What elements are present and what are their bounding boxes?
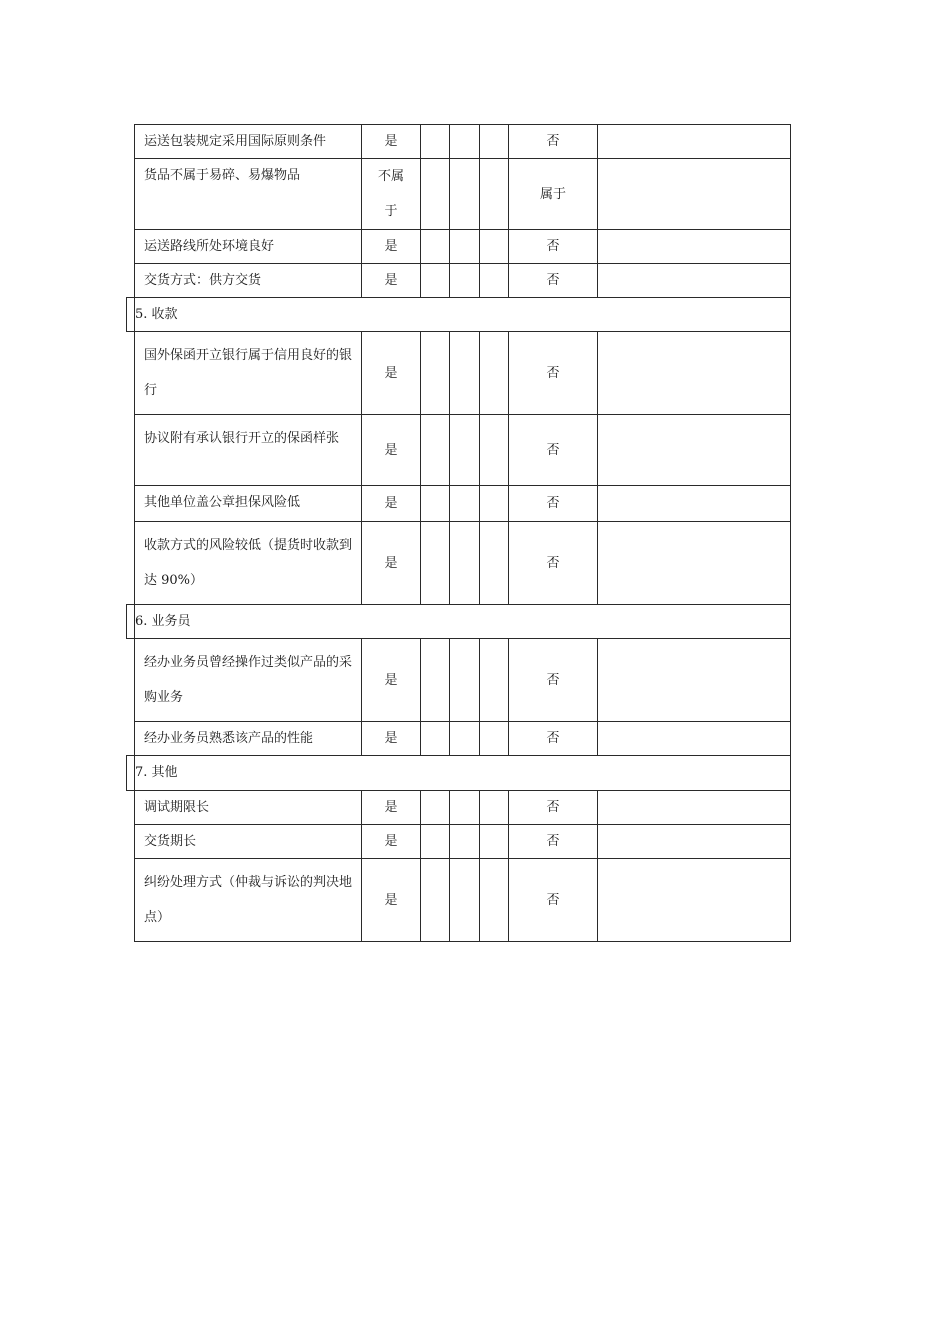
yes-cell: 是: [362, 125, 421, 159]
criterion-cell: 经办业务员熟悉该产品的性能: [135, 722, 362, 756]
score-cell: [421, 264, 450, 298]
score-cell: [421, 722, 450, 756]
score-cell: [450, 159, 480, 230]
score-cell: [480, 230, 509, 264]
score-cell: [450, 332, 480, 415]
score-cell: [480, 522, 509, 605]
score-cell: [480, 332, 509, 415]
remark-cell: [598, 415, 791, 486]
remark-cell: [598, 859, 791, 942]
yes-cell: 是: [362, 639, 421, 722]
remark-cell: [598, 486, 791, 522]
remark-cell: [598, 791, 791, 825]
yes-cell: 不属于: [362, 159, 421, 230]
score-cell: [450, 415, 480, 486]
yes-cell: 是: [362, 332, 421, 415]
section-row: [135, 756, 791, 791]
no-cell: 否: [509, 486, 598, 522]
criterion-cell: 经办业务员曾经操作过类似产品的采购业务: [135, 639, 362, 722]
risk-checklist-table: [134, 124, 791, 942]
score-cell: [480, 486, 509, 522]
score-cell: [421, 791, 450, 825]
section-row: [135, 298, 791, 332]
no-cell: 否: [509, 639, 598, 722]
remark-cell: [598, 639, 791, 722]
score-cell: [480, 825, 509, 859]
score-cell: [421, 415, 450, 486]
yes-cell: 是: [362, 522, 421, 605]
remark-cell: [598, 722, 791, 756]
remark-cell: [598, 332, 791, 415]
no-cell: 否: [509, 522, 598, 605]
criterion-cell: 协议附有承认银行开立的保函样张: [135, 415, 362, 486]
score-cell: [421, 159, 450, 230]
score-cell: [421, 859, 450, 942]
criterion-cell: 运送路线所处环境良好: [135, 230, 362, 264]
no-cell: 否: [509, 230, 598, 264]
no-cell: 否: [509, 722, 598, 756]
yes-cell: 是: [362, 230, 421, 264]
score-cell: [480, 264, 509, 298]
section-header: [135, 756, 791, 791]
remark-cell: [598, 264, 791, 298]
score-cell: [450, 486, 480, 522]
criterion-cell: 调试期限长: [135, 791, 362, 825]
criterion-cell: 收款方式的风险较低（提货时收款到达 90%）: [135, 522, 362, 605]
table-row: [135, 415, 791, 486]
no-cell: 否: [509, 791, 598, 825]
table-row: [135, 125, 791, 159]
remark-cell: [598, 159, 791, 230]
score-cell: [450, 722, 480, 756]
risk-checklist-sheet: [134, 124, 790, 942]
section-header: [135, 298, 791, 332]
score-cell: [450, 230, 480, 264]
yes-cell: 是: [362, 859, 421, 942]
table-row: [135, 230, 791, 264]
yes-cell: 是: [362, 415, 421, 486]
no-cell: 属于: [509, 159, 598, 230]
yes-cell: 是: [362, 825, 421, 859]
criterion-cell: 交货方式：供方交货: [135, 264, 362, 298]
yes-cell: 是: [362, 486, 421, 522]
score-cell: [480, 859, 509, 942]
score-cell: [480, 722, 509, 756]
score-cell: [480, 791, 509, 825]
criterion-cell: 纠纷处理方式（仲裁与诉讼的判决地点）: [135, 859, 362, 942]
no-cell: 否: [509, 825, 598, 859]
score-cell: [450, 791, 480, 825]
table-row: [135, 264, 791, 298]
score-cell: [450, 264, 480, 298]
score-cell: [421, 332, 450, 415]
yes-cell: 是: [362, 791, 421, 825]
section-title: 7. 其他: [135, 765, 178, 780]
no-cell: 否: [509, 415, 598, 486]
no-cell: 否: [509, 332, 598, 415]
table-row: [135, 639, 791, 722]
score-cell: [480, 159, 509, 230]
table-row: [135, 332, 791, 415]
score-cell: [421, 522, 450, 605]
yes-cell: 是: [362, 264, 421, 298]
score-cell: [450, 639, 480, 722]
score-cell: [421, 825, 450, 859]
section-header: [135, 605, 791, 639]
score-cell: [450, 859, 480, 942]
criterion-cell: 其他单位盖公章担保风险低: [135, 486, 362, 522]
score-cell: [421, 230, 450, 264]
table-row: [135, 522, 791, 605]
score-cell: [450, 825, 480, 859]
remark-cell: [598, 230, 791, 264]
remark-cell: [598, 125, 791, 159]
criterion-cell: 国外保函开立银行属于信用良好的银行: [135, 332, 362, 415]
table-row: [135, 859, 791, 942]
no-cell: 否: [509, 264, 598, 298]
score-cell: [480, 415, 509, 486]
table-row: [135, 722, 791, 756]
section-title: 5. 收款: [135, 306, 178, 322]
yes-cell: 是: [362, 722, 421, 756]
remark-cell: [598, 522, 791, 605]
no-cell: 否: [509, 125, 598, 159]
criterion-cell: 运送包装规定采用国际原则条件: [135, 125, 362, 159]
score-cell: [421, 125, 450, 159]
table-row: [135, 791, 791, 825]
table-row: [135, 825, 791, 859]
remark-cell: [598, 825, 791, 859]
score-cell: [480, 639, 509, 722]
score-cell: [421, 639, 450, 722]
criterion-cell: 交货期长: [135, 825, 362, 859]
section-title: 6. 业务员: [135, 613, 191, 629]
score-cell: [450, 522, 480, 605]
no-cell: 否: [509, 859, 598, 942]
table-row: [135, 159, 791, 230]
table-row: [135, 486, 791, 522]
criterion-cell: 货品不属于易碎、易爆物品: [135, 159, 362, 230]
score-cell: [421, 486, 450, 522]
score-cell: [480, 125, 509, 159]
score-cell: [450, 125, 480, 159]
section-row: [135, 605, 791, 639]
